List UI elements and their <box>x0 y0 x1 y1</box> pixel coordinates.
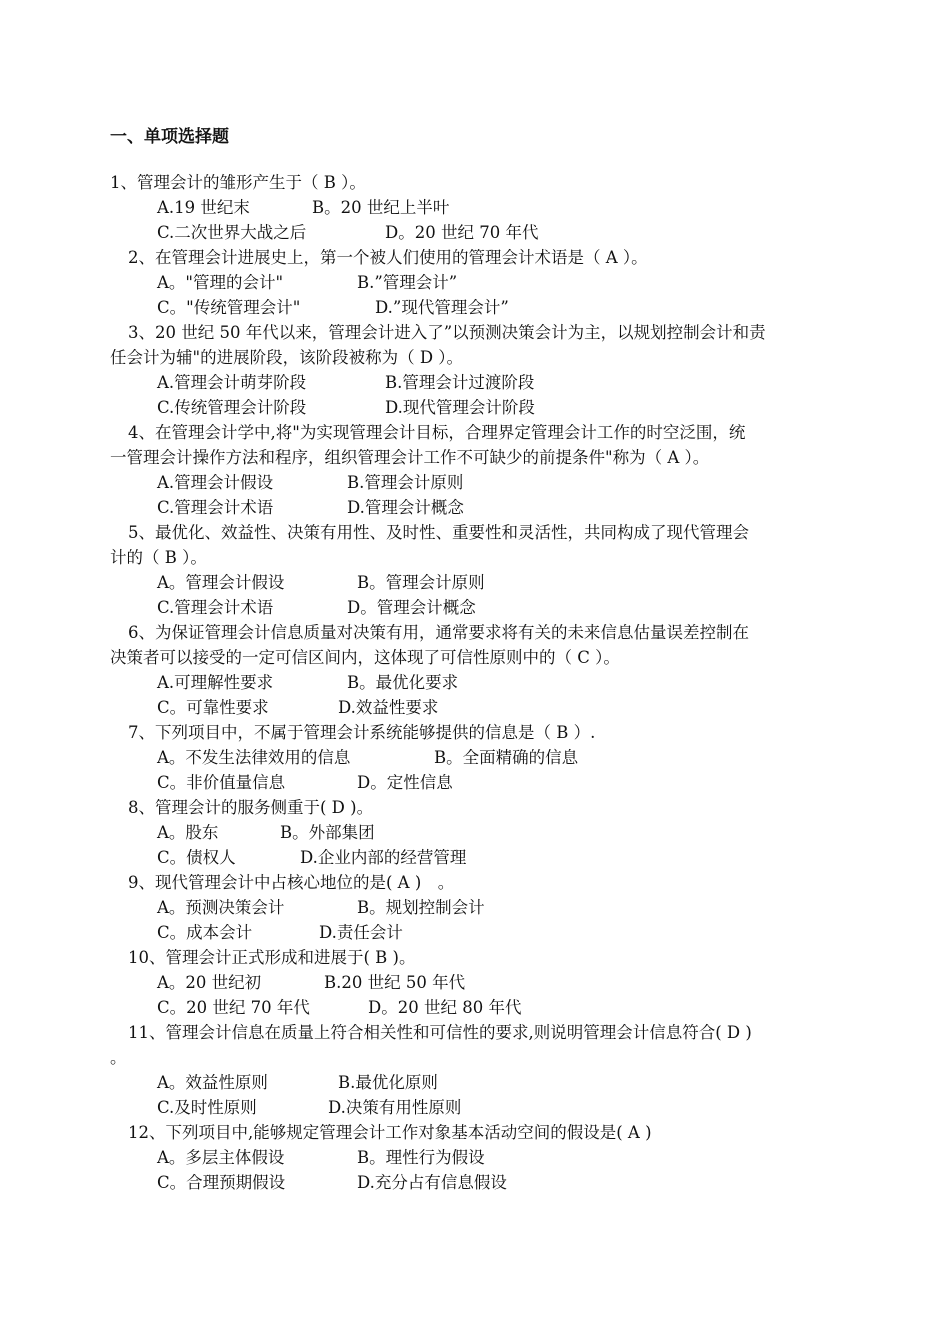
option-a: A。不发生法律效用的信息 <box>157 748 351 767</box>
option-c: C。可靠性要求 <box>157 698 269 717</box>
question-7-options-row-1 <box>157 747 578 769</box>
option-c: C.二次世界大战之后 <box>157 223 307 242</box>
option-b: B.20 世纪 50 年代 <box>324 973 466 992</box>
question-9-stem: 9、现代管理会计中占核心地位的是( A ) 。 <box>128 873 455 892</box>
option-c: C.传统管理会计阶段 <box>157 398 307 417</box>
option-b: B.”管理会计” <box>357 273 458 292</box>
option-b: B。20 世纪上半叶 <box>312 198 450 217</box>
question-3-stem-line-1: 3、20 世纪 50 年代以来，管理会计进入了”以预测决策会计为主，以规划控制会计和责 <box>128 323 766 342</box>
question-10-options-row-2 <box>157 997 521 1019</box>
option-a: A.19 世纪末 <box>157 198 250 217</box>
question-3-stem-line-2: 任会计为辅"的进展阶段，该阶段被称为（ D ）。 <box>110 348 464 367</box>
option-a: A。管理会计假设 <box>157 573 285 592</box>
question-5-options-row-2 <box>157 597 476 619</box>
option-a: A。股东 <box>157 823 219 842</box>
question-12-options-row-2 <box>157 1172 507 1194</box>
question-4-options-row-1 <box>157 472 463 494</box>
option-c: C.及时性原则 <box>157 1098 257 1117</box>
option-b: B。最优化要求 <box>347 673 459 692</box>
option-d: D.”现代管理会计” <box>375 298 509 317</box>
question-12-stem: 12、下列项目中,能够规定管理会计工作对象基本活动空间的假设是( A ) <box>128 1123 652 1142</box>
question-9-options-row-1 <box>157 897 485 919</box>
option-a: A。多层主体假设 <box>157 1148 285 1167</box>
option-d: D.现代管理会计阶段 <box>385 398 535 417</box>
question-6-stem-line-2: 决策者可以接受的一定可信区间内，这体现了可信性原则中的（ C ）。 <box>110 648 620 667</box>
question-12-options-row-1 <box>157 1147 485 1169</box>
option-a: A.可理解性要求 <box>157 673 274 692</box>
question-7-options-row-2 <box>157 772 453 794</box>
option-d: D.充分占有信息假设 <box>357 1173 507 1192</box>
option-c: C。成本会计 <box>157 923 253 942</box>
option-d: D。定性信息 <box>357 773 453 792</box>
question-5-stem-line-1: 5、最优化、效益性、决策有用性、及时性、重要性和灵活性，共同构成了现代管理会 <box>128 523 749 542</box>
question-10-stem: 10、管理会计正式形成和进展于( B )。 <box>128 948 416 967</box>
option-b: B.管理会计过渡阶段 <box>385 373 535 392</box>
option-a: A。预测决策会计 <box>157 898 285 917</box>
question-6-options-row-2 <box>157 697 438 719</box>
question-2-options-row-2 <box>157 297 509 319</box>
option-b: B.最优化原则 <box>338 1073 438 1092</box>
question-9-options-row-2 <box>157 922 403 944</box>
question-4-stem-line-1: 4、在管理会计学中,将"为实现管理会计目标，合理界定管理会计工作的时空泛围，统 <box>128 423 746 442</box>
option-d: D。20 世纪 70 年代 <box>385 223 539 242</box>
option-c: C。"传统管理会计" <box>157 298 301 317</box>
option-d: D.责任会计 <box>319 923 403 942</box>
question-7-stem: 7、下列项目中，不属于管理会计系统能够提供的信息是（ B ）. <box>128 723 596 742</box>
option-d: D.管理会计概念 <box>347 498 464 517</box>
question-4-options-row-2 <box>157 497 464 519</box>
option-c: C。合理预期假设 <box>157 1173 286 1192</box>
option-a: A。效益性原则 <box>157 1073 268 1092</box>
question-8-stem: 8、管理会计的服务侧重于( D )。 <box>128 798 374 817</box>
option-c: C。20 世纪 70 年代 <box>157 998 310 1017</box>
option-c: C。债权人 <box>157 848 236 867</box>
option-a: A.管理会计萌芽阶段 <box>157 373 307 392</box>
question-3-options-row-1 <box>157 372 534 394</box>
question-2-stem: 2、在管理会计进展史上，第一个被人们使用的管理会计术语是（ A ）。 <box>128 248 648 267</box>
question-8-options-row-2 <box>157 847 466 869</box>
question-1-options-row-1 <box>157 197 449 219</box>
question-10-options-row-1 <box>157 972 465 994</box>
option-d: D.决策有用性原则 <box>328 1098 462 1117</box>
question-5-stem-line-2: 计的（ B ）。 <box>110 548 207 567</box>
option-b: B.管理会计原则 <box>347 473 464 492</box>
option-c: C.管理会计术语 <box>157 598 274 617</box>
option-b: B。理性行为假设 <box>357 1148 485 1167</box>
question-1-options-row-2 <box>157 222 538 244</box>
question-8-options-row-1 <box>157 822 375 844</box>
option-b: B。全面精确的信息 <box>434 748 579 767</box>
option-a: A。"管理的会计" <box>157 273 284 292</box>
question-11-options-row-1 <box>157 1072 438 1094</box>
question-11-stem-line-2: 。 <box>110 1048 127 1067</box>
option-c: C。非价值量信息 <box>157 773 286 792</box>
option-d: D。20 世纪 80 年代 <box>368 998 522 1017</box>
option-d: D。管理会计概念 <box>347 598 476 617</box>
question-3-options-row-2 <box>157 397 535 419</box>
option-b: B。规划控制会计 <box>357 898 485 917</box>
option-d: D.企业内部的经营管理 <box>300 848 467 867</box>
option-a: A。20 世纪初 <box>157 973 262 992</box>
option-b: B。管理会计原则 <box>357 573 485 592</box>
question-6-options-row-1 <box>157 672 458 694</box>
question-2-options-row-1 <box>157 272 457 294</box>
section-title: 一、单项选择题 <box>110 127 229 147</box>
question-5-options-row-1 <box>157 572 485 594</box>
question-11-options-row-2 <box>157 1097 461 1119</box>
option-a: A.管理会计假设 <box>157 473 274 492</box>
question-6-stem-line-1: 6、为保证管理会计信息质量对决策有用，通常要求将有关的未来信息估量误差控制在 <box>128 623 749 642</box>
question-4-stem-line-2: 一管理会计操作方法和程序，组织管理会计工作不可缺少的前提条件"称为（ A ）。 <box>110 448 710 467</box>
option-d: D.效益性要求 <box>338 698 439 717</box>
question-11-stem-line-1: 11、管理会计信息在质量上符合相关性和可信性的要求,则说明管理会计信息符合( D ) <box>128 1023 752 1042</box>
question-1-stem: 1、管理会计的雏形产生于（ B ）。 <box>110 173 366 192</box>
option-b: B。外部集团 <box>280 823 375 842</box>
option-c: C.管理会计术语 <box>157 498 274 517</box>
